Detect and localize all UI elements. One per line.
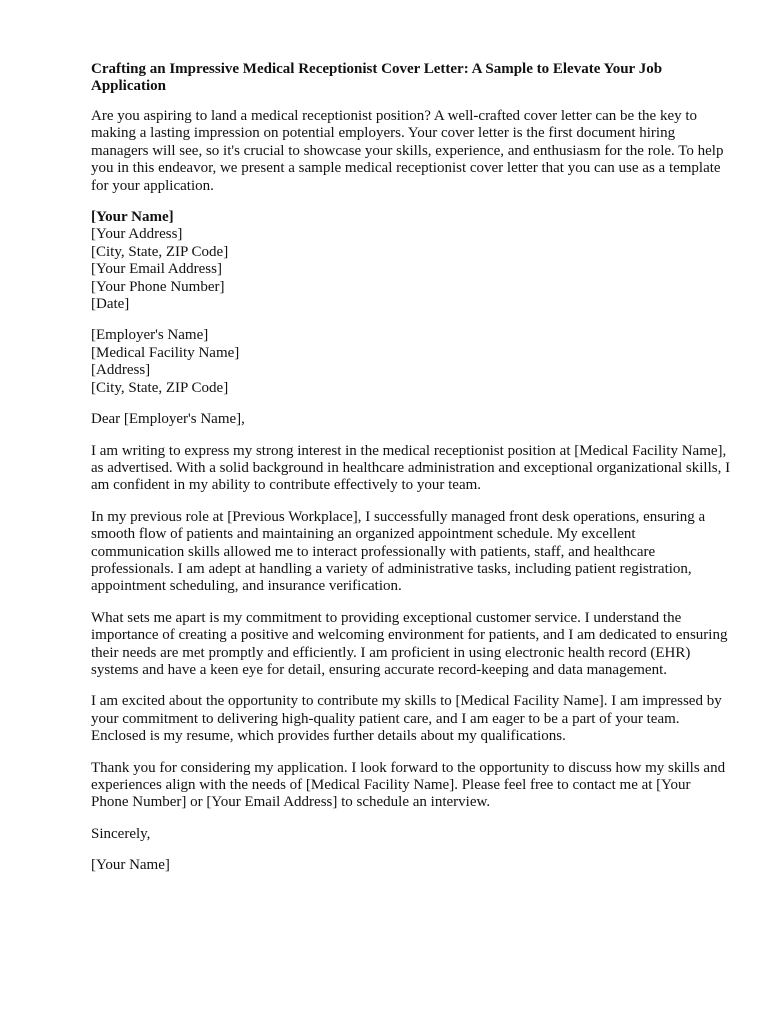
sender-date: [Date] bbox=[91, 296, 130, 313]
body-paragraph-3: What sets me apart is my commitment to providing exceptional customer service. I understand the importance of creating a positive and welcoming environment for patients, and I am dedicated to ensuring their needs are met promptly and efficiently. I am proficient in using electronic health record (EHR) systems and have a keen eye for detail, ensuring accurate record-keeping and data management. bbox=[91, 609, 728, 678]
closing: Sincerely, bbox=[91, 825, 151, 842]
body-paragraph-5: Thank you for considering my application. I look forward to the opportunity to discuss how my skills and experiences align with the needs of [Medical Facility Name]. Please feel free to contact me at [Your Phone Number] or [Your Email Address] to schedule an interview. bbox=[91, 759, 726, 811]
recipient-name: [Employer's Name] bbox=[91, 327, 209, 344]
salutation: Dear [Employer's Name], bbox=[91, 411, 245, 428]
sender-block bbox=[91, 209, 731, 313]
body-paragraph-2: In my previous role at [Previous Workplace], I successfully managed front desk operations, ensuring a smooth flow of patients and maintaining an organized appointment schedule. My excellent communication skills allowed me to interact professionally with patients, staff, and healthcare professionals. I am adept at handling a variety of administrative tasks, including patient registration, appointment scheduling, and insurance verification. bbox=[91, 508, 706, 595]
recipient-facility: [Medical Facility Name] bbox=[91, 344, 240, 361]
sender-email: [Your Email Address] bbox=[91, 261, 222, 278]
signature: [Your Name] bbox=[91, 857, 170, 874]
intro-paragraph: Are you aspiring to land a medical receptionist position? A well-crafted cover letter can be the key to making a lasting impression on potential employers. Your cover letter is the first document hiring managers will see, so it's crucial to showcase your skills, experience, and enthusiasm for the role. To help you in this endeavor, we present a sample medical receptionist cover letter that you can use as a template for your application. bbox=[91, 108, 724, 194]
recipient-block bbox=[91, 327, 731, 397]
recipient-city: [City, State, ZIP Code] bbox=[91, 379, 229, 396]
body-paragraph-1: I am writing to express my strong interest in the medical receptionist position at [Medical Facility Name], as advertised. With a solid background in healthcare administration and exceptional organizational skills, I am confident in my ability to contribute effectively to your team. bbox=[91, 442, 731, 494]
sender-address: [Your Address] bbox=[91, 226, 183, 243]
sender-city: [City, State, ZIP Code] bbox=[91, 243, 229, 260]
recipient-address: [Address] bbox=[91, 362, 151, 379]
body-paragraph-4: I am excited about the opportunity to contribute my skills to [Medical Facility Name]. I am impressed by your commitment to delivering high-quality patient care, and I am eager to be a part of your team. Enclosed is my resume, which provides further details about my qualifications. bbox=[91, 693, 722, 745]
document-page bbox=[91, 61, 731, 889]
document-title: Crafting an Impressive Medical Receptionist Cover Letter: A Sample to Elevate Your Job Application bbox=[91, 61, 663, 94]
sender-phone: [Your Phone Number] bbox=[91, 278, 225, 295]
sender-name: [Your Name] bbox=[91, 209, 174, 226]
